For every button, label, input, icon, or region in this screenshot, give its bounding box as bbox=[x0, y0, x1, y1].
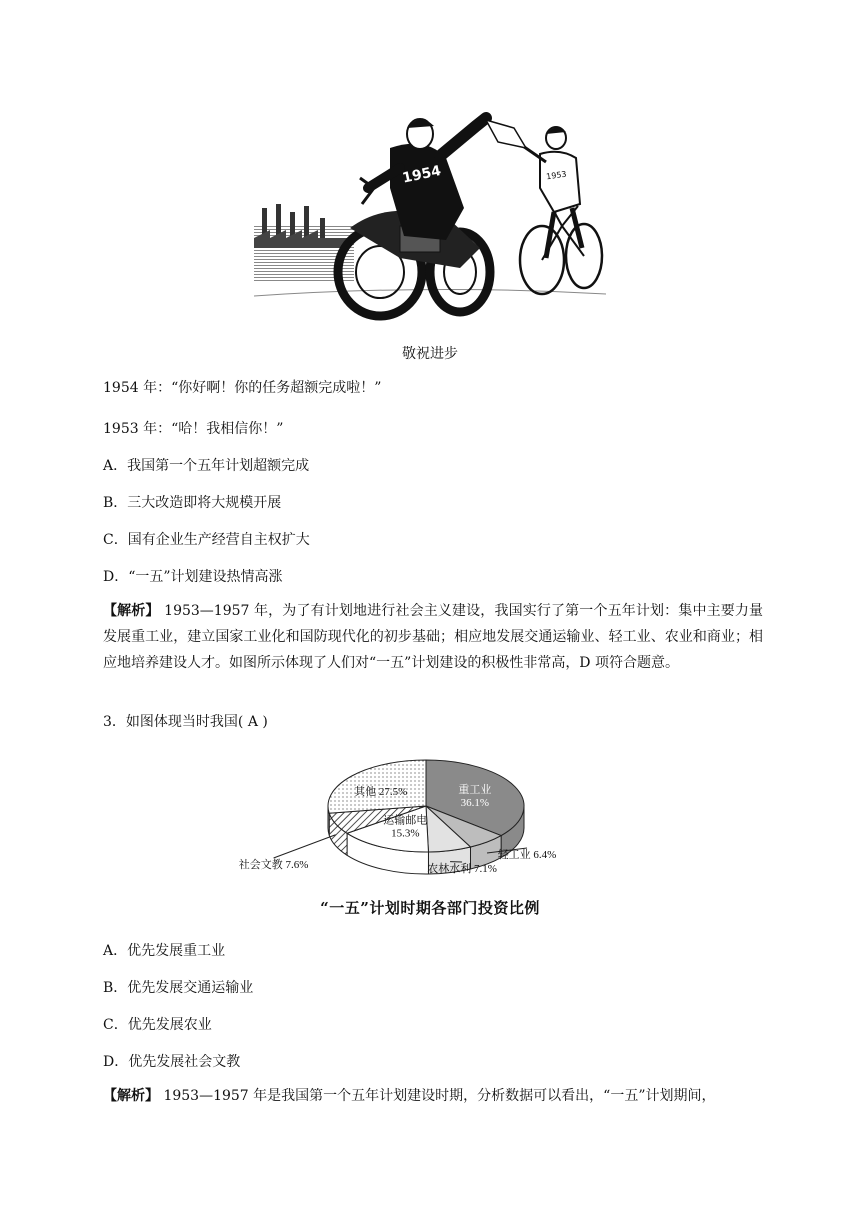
q2-option-a: A．我国第一个五年计划超额完成 bbox=[103, 458, 310, 474]
analysis-paragraph-2 bbox=[103, 1083, 763, 1109]
quote-1954: 1954 年：“你好啊！你的任务超额完成啦！” bbox=[103, 380, 382, 396]
q3-option-a: A．优先发展重工业 bbox=[103, 943, 226, 959]
q2-option-b: B．三大改造即将大规模开展 bbox=[103, 495, 282, 511]
analysis-paragraph-1 bbox=[103, 598, 763, 676]
pie-data-label: 36.1% bbox=[460, 796, 490, 809]
pie-data-label: 其他 27.5% bbox=[354, 786, 408, 799]
propaganda-illustration bbox=[250, 108, 610, 320]
pie-data-label: 农林水利 7.1% bbox=[427, 863, 497, 875]
pie-data-label: 15.3% bbox=[391, 827, 420, 840]
q3-option-d: D．优先发展社会文教 bbox=[103, 1054, 241, 1070]
analysis-text: 1953—1957 年是我国第一个五年计划建设时期，分析数据可以看出，“一五”计划期间， bbox=[159, 1088, 716, 1104]
quote-1953: 1953 年：“哈！我相信你！” bbox=[103, 421, 284, 437]
analysis-tag: 【解析】 bbox=[103, 1088, 159, 1104]
q2-option-d: D．“一五”计划建设热情高涨 bbox=[103, 569, 283, 585]
pie-data-label: 运输邮电 bbox=[383, 814, 428, 827]
q2-option-c: C．国有企业生产经营自主权扩大 bbox=[103, 532, 310, 548]
question-3-stem: 3．如图体现当时我国( A ) bbox=[103, 714, 268, 730]
pie-data-label: 轻工业 6.4% bbox=[497, 849, 557, 861]
cyclist-number: 1953 bbox=[545, 169, 568, 182]
chart-title: “一五”计划时期各部门投资比例 bbox=[320, 899, 540, 917]
pie-data-label: 重工业 bbox=[458, 783, 492, 796]
q3-option-c: C．优先发展农业 bbox=[103, 1017, 212, 1033]
analysis-text: 1953—1957 年，为了有计划地进行社会主义建设，我国实行了第一个五年计划：集中主要力量发展重工业，建立国家工业化和国防现代化的初步基础；相应地发展交通运输业、轻工业、农业和商业；相应地培养建设人才。如图所示体现了人们对“一五”计划建设的积极性非常高，D 项符合题意。 bbox=[103, 603, 764, 671]
q3-option-b: B．优先发展交通运输业 bbox=[103, 980, 254, 996]
rider-number: 1954 bbox=[401, 162, 443, 187]
pie-data-label: 社会文教 7.6% bbox=[238, 859, 309, 871]
illustration-caption: 敬祝进步 bbox=[402, 346, 458, 362]
bicycle bbox=[520, 204, 602, 294]
analysis-tag: 【解析】 bbox=[103, 603, 160, 619]
banner-flag bbox=[486, 120, 526, 148]
pie-leader-line bbox=[274, 835, 336, 858]
